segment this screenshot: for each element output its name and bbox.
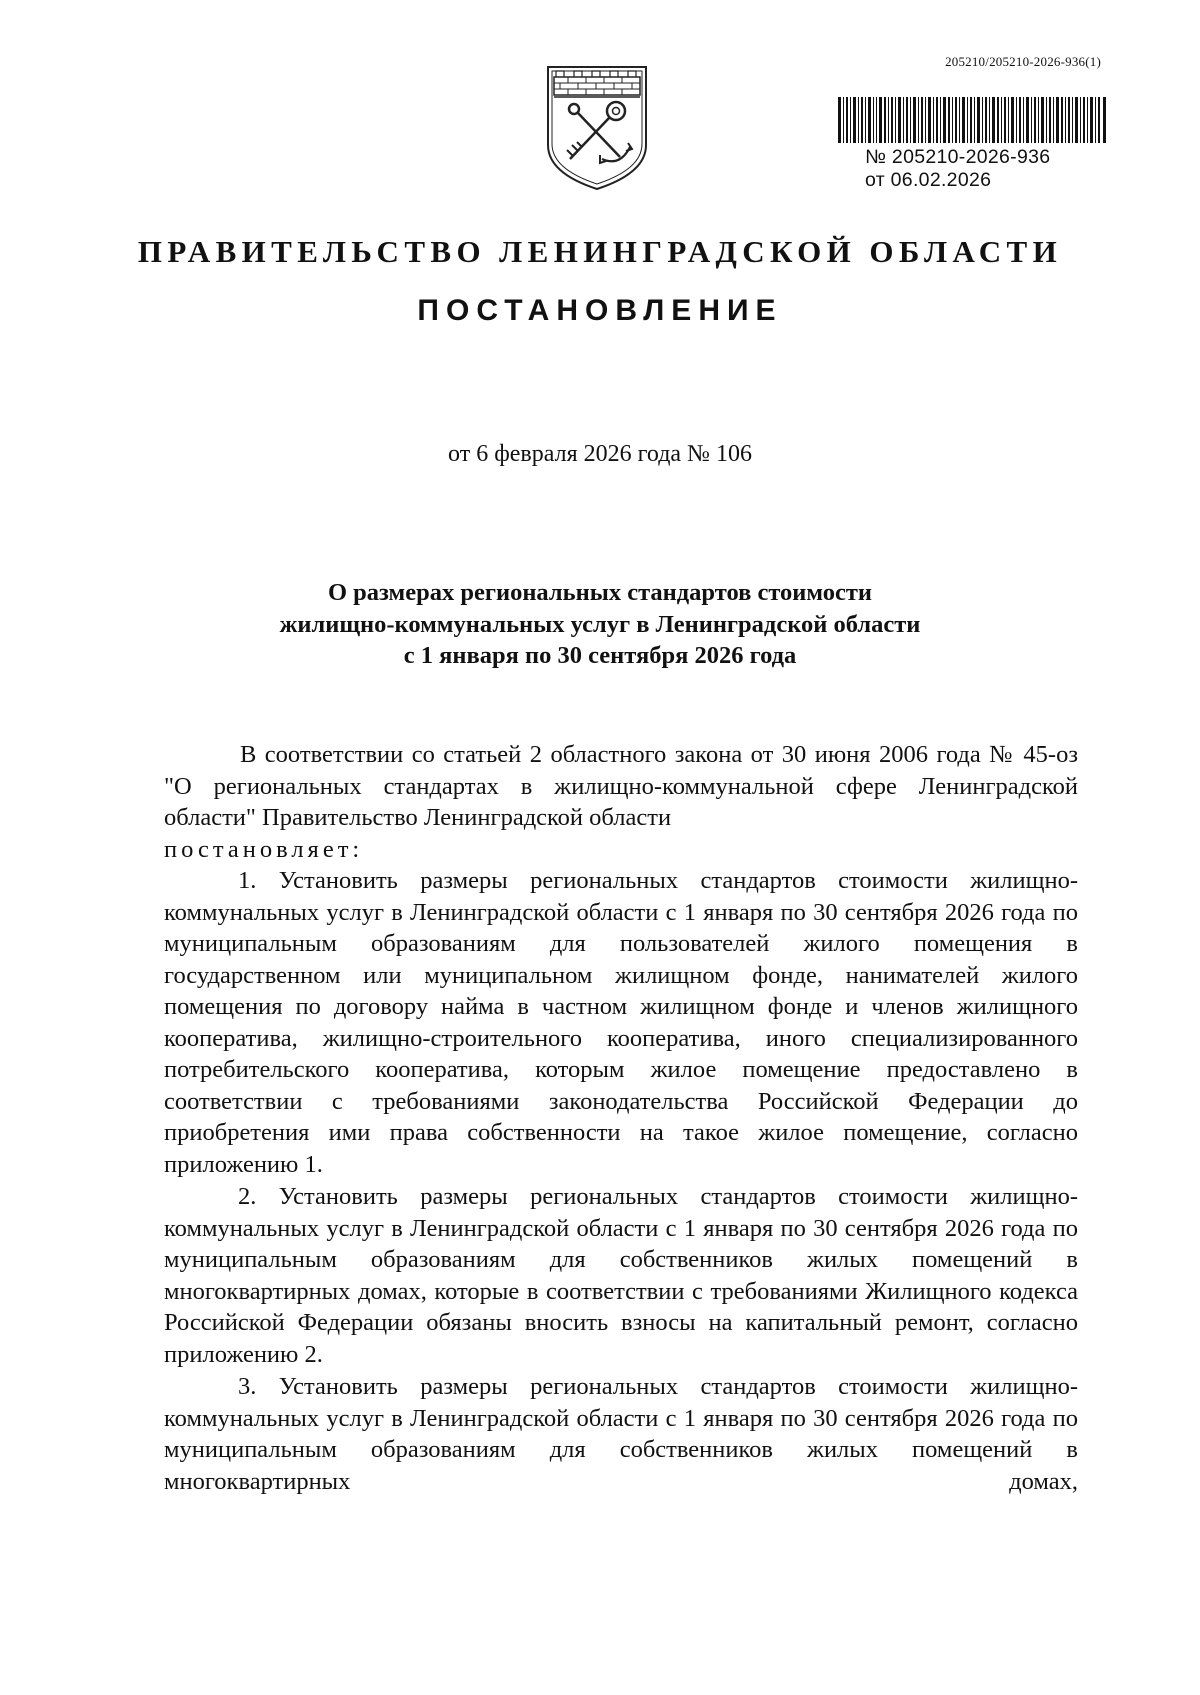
barcode-icon bbox=[838, 97, 1106, 143]
government-title: ПРАВИТЕЛЬСТВО ЛЕНИНГРАДСКОЙ ОБЛАСТИ bbox=[137, 234, 1063, 269]
document-body bbox=[164, 739, 1078, 1497]
document-id-code: 205210/205210-2026-936(1) bbox=[945, 54, 1101, 69]
decree-item-2: 2. Установить размеры региональных стандартов стоимости жилищно-коммунальных услуг в Ленинградской области с 1 января по 30 сентября 2026 года по муниципальным образованиям для собственников жилых помещений в многоквартирных домах, которые в соответствии с требованиями Жилищного кодекса Российской Федерации обязаны вносить взносы на капитальный ремонт, согласно приложению 2. bbox=[164, 1183, 1078, 1368]
document-date-number: от 6 февраля 2026 года № 106 bbox=[448, 441, 752, 467]
registration-block bbox=[838, 97, 1108, 192]
subject-line: жилищно-коммунальных услуг в Ленинградской области bbox=[279, 610, 921, 638]
document-subject bbox=[0, 577, 1200, 672]
decree-word: постановляет: bbox=[164, 835, 364, 863]
decree-item-3: 3. Установить размеры региональных стандартов стоимости жилищно-коммунальных услуг в Ленинградской области с 1 января по 30 сентября 2026 года по муниципальным образованиям для собственников жилых помещений в многоквартирных домах, bbox=[164, 1373, 1078, 1495]
leningrad-oblast-coat-of-arms-icon bbox=[542, 63, 652, 193]
subject-line: О размерах региональных стандартов стоимости bbox=[327, 579, 873, 606]
registration-date: от 06.02.2026 bbox=[865, 169, 992, 191]
preamble-paragraph: В соответствии со статьей 2 областного закона от 30 июня 2006 года № 45-оз "О региональных стандартах в жилищно-коммунальной сфере Ленинградской области" Правительство Ленинградской области bbox=[164, 741, 1078, 831]
document-type: ПОСТАНОВЛЕНИЕ bbox=[417, 294, 783, 327]
decree-item-1: 1. Установить размеры региональных стандартов стоимости жилищно-коммунальных услуг в Ленинградской области с 1 января по 30 сентября 2026 года по муниципальным образованиям для пользователей жилого помещения в государственном или муниципальном жилищном фонде, нанимателей жилого помещения по договору найма в частном жилищном фонде и членов жилищного кооператива, жилищно-строительного кооператива, иного специализированного потребительского кооператива, которым жилое помещение предоставлено в соответствии с требованиями законодательства Российской Федерации до приобретения ими права собственности на такое жилое помещение, согласно приложению 1. bbox=[164, 867, 1078, 1178]
subject-line: с 1 января по 30 сентября 2026 года bbox=[403, 642, 797, 669]
registration-number: № 205210-2026-936 bbox=[865, 146, 1051, 168]
